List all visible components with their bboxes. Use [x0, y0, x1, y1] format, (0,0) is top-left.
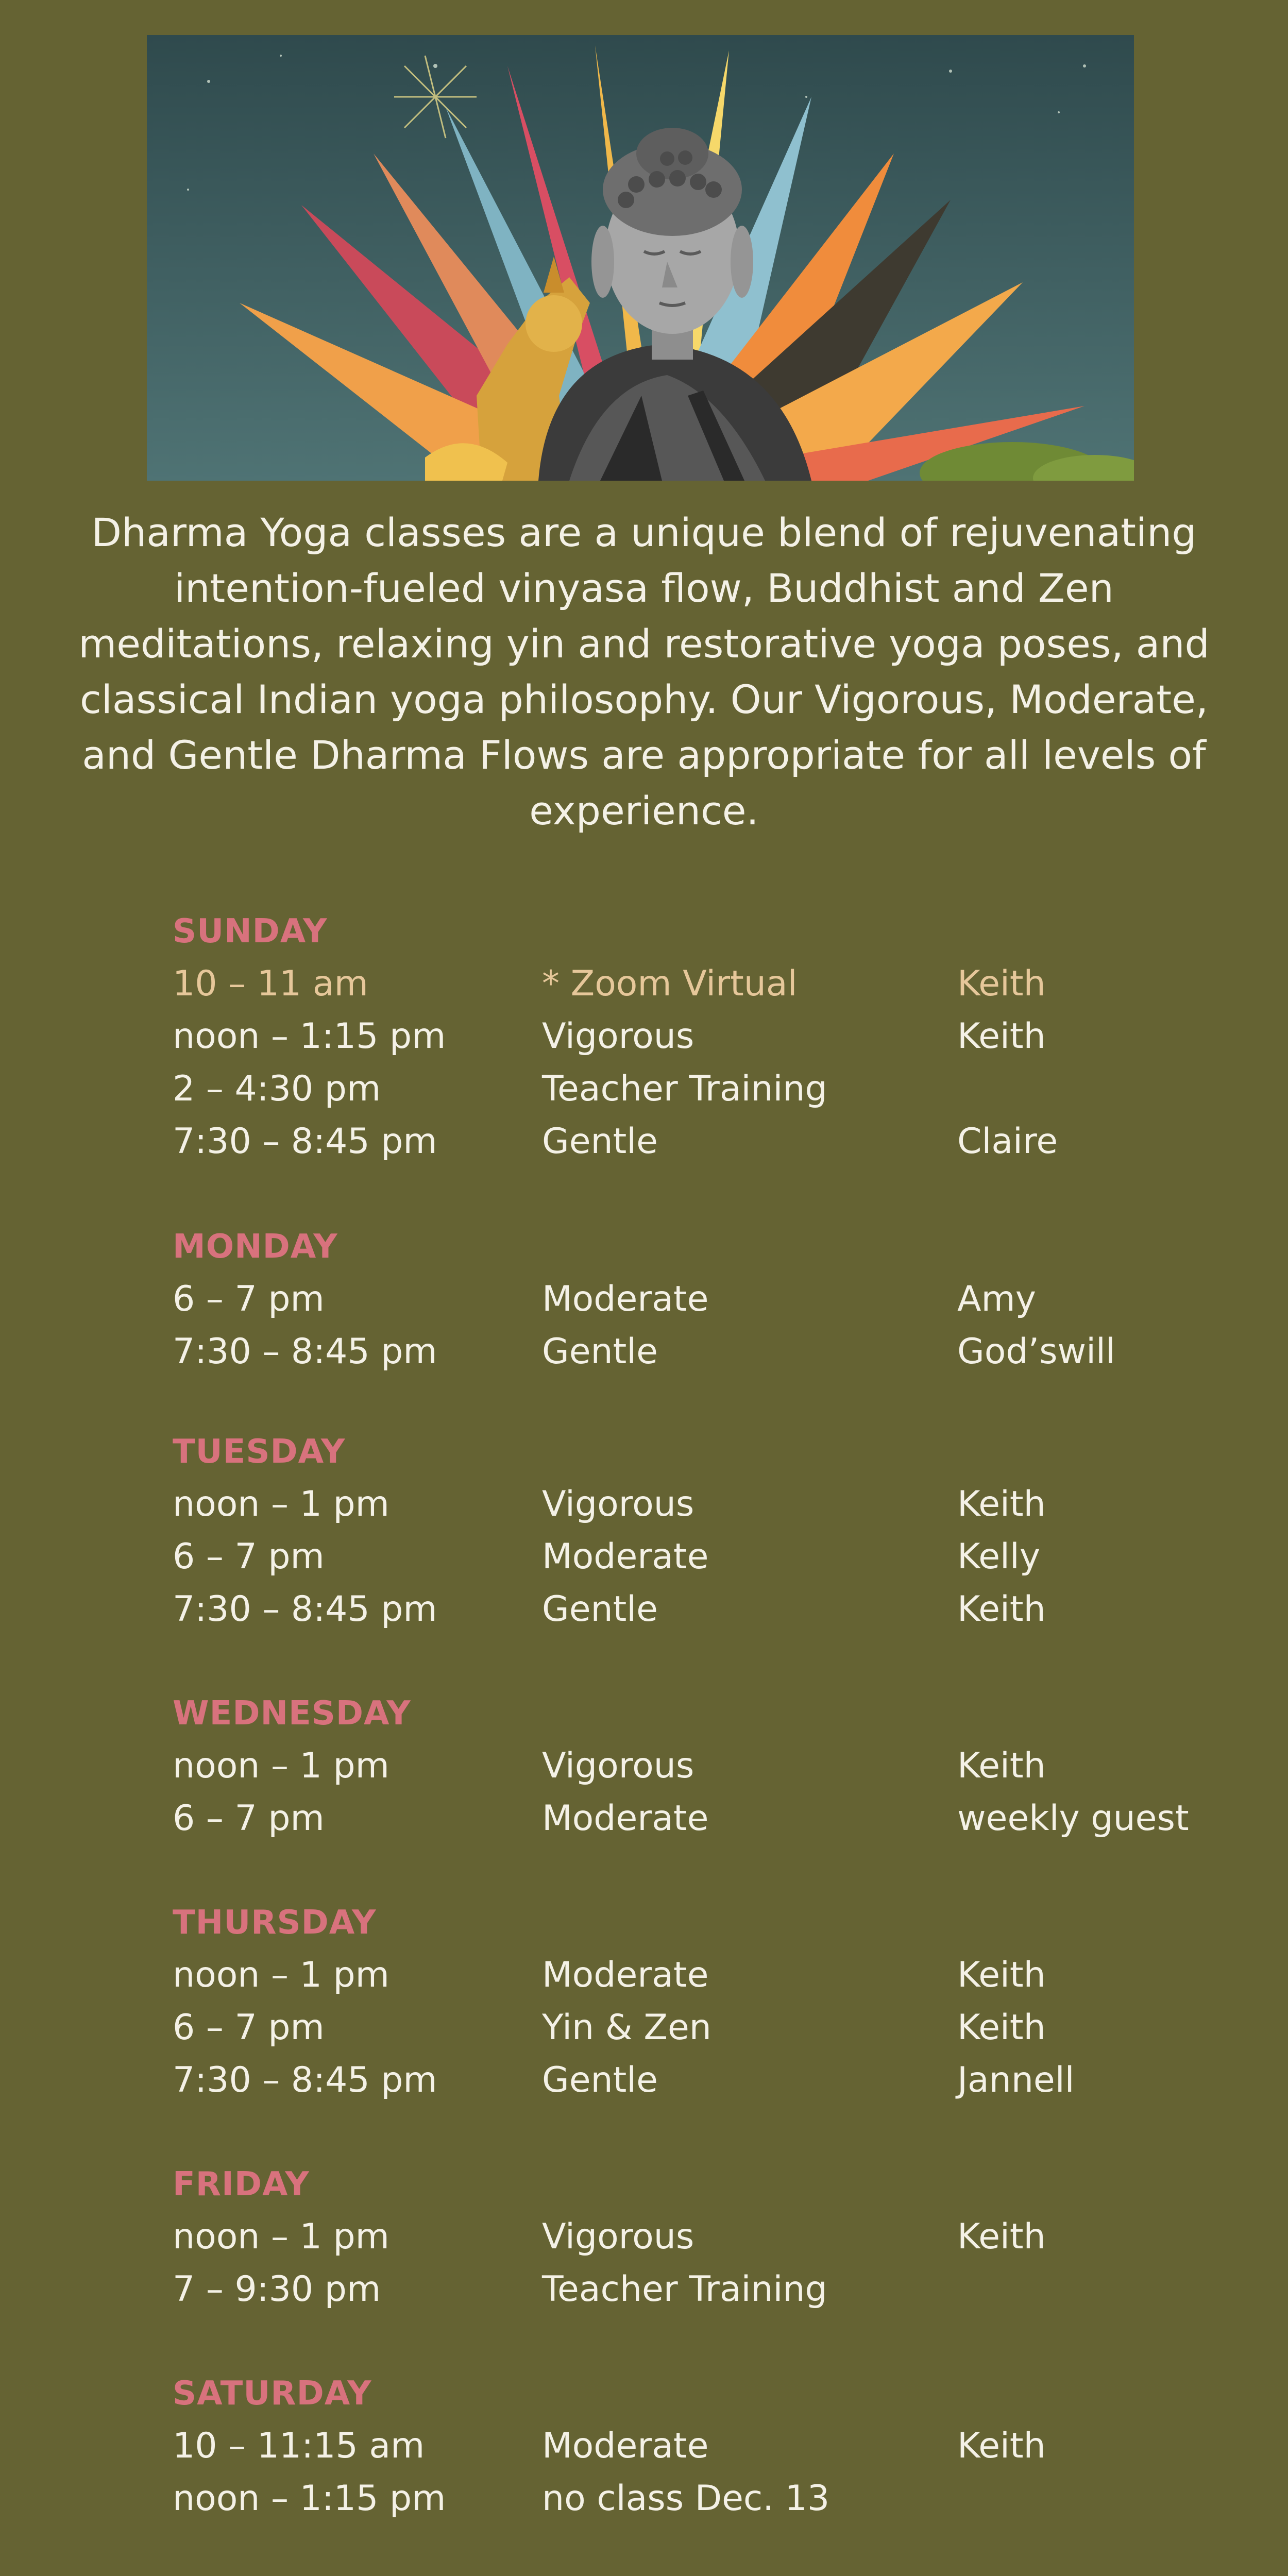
class-time: 2 – 4:30 pm [173, 1069, 381, 1109]
buddha-illustration [147, 35, 1134, 481]
class-teacher: Amy [957, 1279, 1036, 1319]
class-time: 10 – 11 am [173, 963, 368, 1004]
day-heading-sunday: SUNDAY [173, 912, 328, 951]
class-teacher: weekly guest [957, 1798, 1189, 1839]
class-time: 7:30 – 8:45 pm [173, 1589, 437, 1630]
class-type: Vigorous [542, 1484, 694, 1524]
class-type: Gentle [542, 1121, 658, 1162]
class-time: noon – 1 pm [173, 1745, 389, 1786]
class-time: 6 – 7 pm [173, 1279, 325, 1319]
class-time: noon – 1:15 pm [173, 2478, 446, 2519]
class-type: Moderate [542, 1536, 709, 1577]
class-type: Teacher Training [542, 2269, 827, 2310]
class-type: Vigorous [542, 2216, 694, 2257]
class-time: 7:30 – 8:45 pm [173, 1121, 437, 1162]
class-type: Yin & Zen [542, 2007, 711, 2048]
class-teacher: Keith [957, 1745, 1046, 1786]
day-heading-thursday: THURSDAY [173, 1904, 377, 1942]
class-type: Moderate [542, 1279, 709, 1319]
day-heading-friday: FRIDAY [173, 2165, 310, 2204]
class-type: Vigorous [542, 1016, 694, 1057]
class-time: noon – 1 pm [173, 2216, 389, 2257]
class-teacher: Keith [957, 1589, 1046, 1630]
class-type: Moderate [542, 1955, 709, 1995]
class-type: Gentle [542, 1331, 658, 1372]
class-teacher: Kelly [957, 1536, 1041, 1577]
class-time: 6 – 7 pm [173, 1798, 325, 1839]
class-type: no class Dec. 13 [542, 2478, 830, 2519]
class-time: noon – 1 pm [173, 1484, 389, 1524]
class-time: 7:30 – 8:45 pm [173, 2060, 437, 2100]
class-type: Gentle [542, 1589, 658, 1630]
hero-image [147, 35, 1134, 481]
class-type: Teacher Training [542, 1069, 827, 1109]
class-teacher: Keith [957, 2426, 1046, 2466]
class-type: Moderate [542, 1798, 709, 1839]
class-time: 7:30 – 8:45 pm [173, 1331, 437, 1372]
intro-paragraph: Dharma Yoga classes are a unique blend of rejuvenating intention-fueled vinyasa flow, Buddhist and Zen meditations, relaxing yin and restorative yoga poses, and classical Indian yoga philosophy. Our Vigorous, Moderate, and Gentle Dharma Flows are appropriate for all levels of experience. [78, 510, 1210, 834]
class-teacher: Keith [957, 2007, 1046, 2048]
class-time: 6 – 7 pm [173, 2007, 325, 2048]
class-time: noon – 1:15 pm [173, 1016, 446, 1057]
class-type: * Zoom Virtual [542, 963, 798, 1004]
class-time: noon – 1 pm [173, 1955, 389, 1995]
day-heading-saturday: SATURDAY [173, 2375, 372, 2413]
class-teacher: God’swill [957, 1331, 1115, 1372]
day-heading-tuesday: TUESDAY [173, 1433, 346, 1471]
class-type: Gentle [542, 2060, 658, 2100]
day-heading-wednesday: WEDNESDAY [173, 1694, 411, 1733]
class-type: Moderate [542, 2426, 709, 2466]
class-time: 6 – 7 pm [173, 1536, 325, 1577]
day-heading-monday: MONDAY [173, 1228, 338, 1266]
class-teacher: Keith [957, 2216, 1046, 2257]
class-teacher: Keith [957, 1955, 1046, 1995]
class-type: Vigorous [542, 1745, 694, 1786]
class-time: 7 – 9:30 pm [173, 2269, 381, 2310]
class-teacher: Keith [957, 1016, 1046, 1057]
class-teacher: Jannell [957, 2060, 1075, 2100]
class-time: 10 – 11:15 am [173, 2426, 425, 2466]
class-teacher: Keith [957, 1484, 1046, 1524]
class-teacher: Claire [957, 1121, 1058, 1162]
class-teacher: Keith [957, 963, 1046, 1004]
